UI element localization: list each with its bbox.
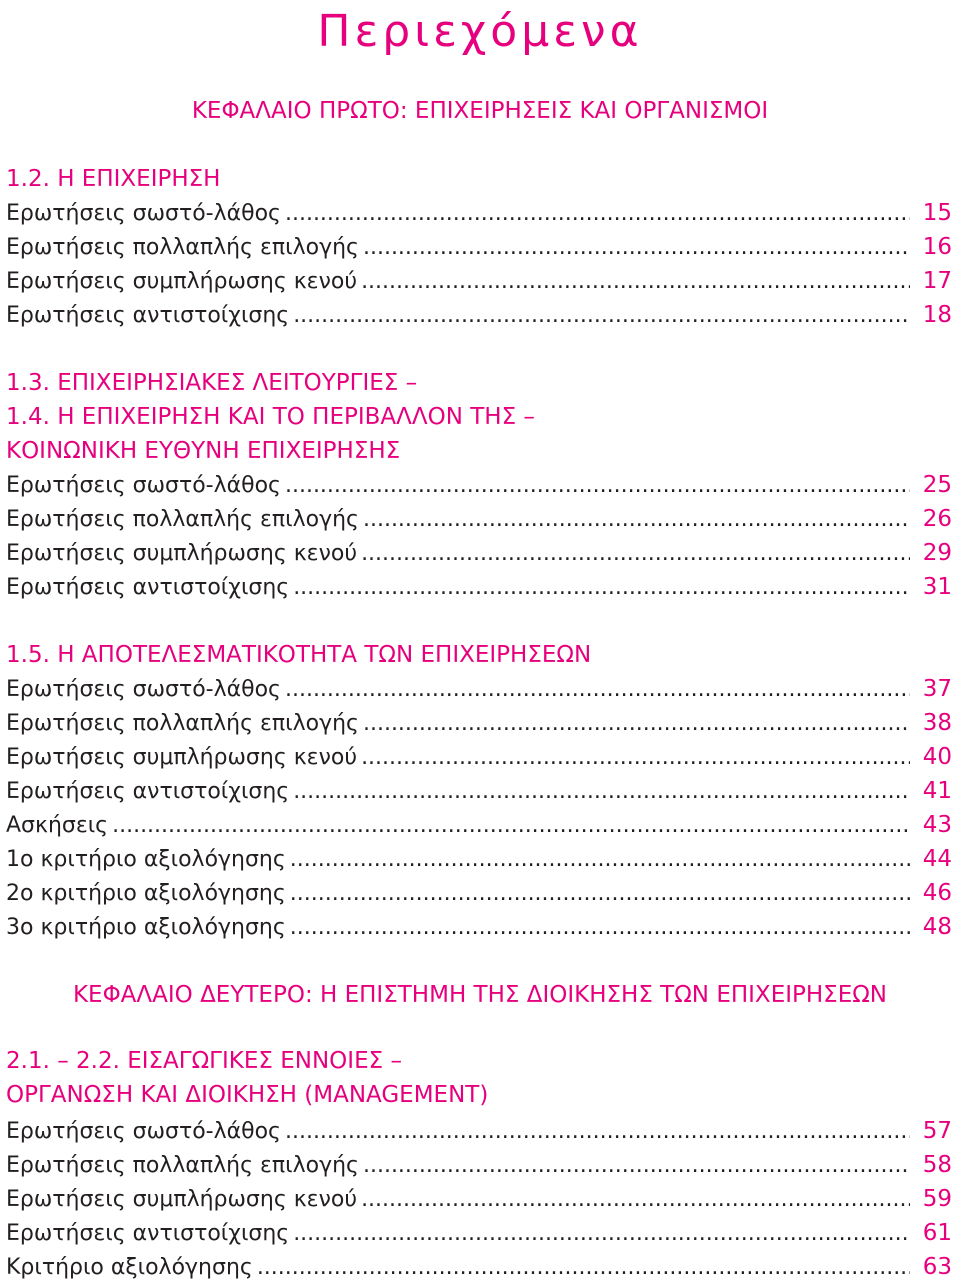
dot-leader bbox=[361, 267, 910, 297]
toc-entry-page: 58 bbox=[922, 1152, 952, 1178]
toc-entry-page: 41 bbox=[922, 778, 952, 804]
toc-entry-page: 48 bbox=[922, 914, 952, 940]
dot-leader bbox=[361, 539, 910, 569]
toc-entry-page: 59 bbox=[922, 1186, 952, 1212]
toc-entry[interactable] bbox=[6, 1218, 952, 1248]
dot-leader bbox=[285, 199, 910, 229]
toc-entry-page: 57 bbox=[922, 1118, 952, 1144]
section-heading: 2.1. – 2.2. ΕΙΣΑΓΩΓΙΚΕΣ ΕΝΝΟΙΕΣ – bbox=[6, 1048, 402, 1074]
toc-entry-page: 16 bbox=[922, 234, 952, 260]
toc-entry[interactable] bbox=[6, 1252, 952, 1282]
toc-entry-label: Κριτήριο αξιολόγησης bbox=[6, 1255, 253, 1280]
toc-entry-label: Ασκήσεις bbox=[6, 813, 109, 838]
toc-entry-page: 46 bbox=[922, 880, 952, 906]
toc-entry[interactable] bbox=[6, 1150, 952, 1180]
dot-leader bbox=[290, 913, 910, 943]
chapter-heading-1: ΚΕΦΑΛΑΙΟ ΠΡΩΤΟ: ΕΠΙΧΕΙΡΗΣΕΙΣ ΚΑΙ ΟΡΓΑΝΙΣΜΟΙ bbox=[191, 98, 769, 124]
section-heading: 1.4. Η ΕΠΙΧΕΙΡΗΣΗ ΚΑΙ ΤΟ ΠΕΡΙΒΑΛΛΟΝ ΤΗΣ – bbox=[6, 404, 535, 430]
section-heading: ΚΟΙΝΩΝΙΚΗ ΕΥΘΥΝΗ ΕΠΙΧΕΙΡΗΣΗΣ bbox=[6, 438, 401, 464]
toc-entry[interactable] bbox=[6, 572, 952, 602]
toc-entry-page: 63 bbox=[922, 1254, 952, 1280]
dot-leader bbox=[363, 1151, 910, 1181]
dot-leader bbox=[361, 1185, 910, 1215]
toc-entry-label: Ερωτήσεις πολλαπλής επιλογής bbox=[6, 711, 359, 736]
toc-entry-label: Ερωτήσεις συμπλήρωσης κενού bbox=[6, 1187, 358, 1212]
toc-entry[interactable] bbox=[6, 538, 952, 568]
toc-entry-label: Ερωτήσεις σωστό-λάθος bbox=[6, 1119, 281, 1144]
toc-entry-page: 44 bbox=[922, 846, 952, 872]
toc-entry-label: Ερωτήσεις συμπλήρωσης κενού bbox=[6, 269, 358, 294]
dot-leader bbox=[285, 471, 910, 501]
toc-entry-label: Ερωτήσεις σωστό-λάθος bbox=[6, 677, 281, 702]
dot-leader bbox=[361, 743, 910, 773]
dot-leader bbox=[293, 777, 910, 807]
toc-entry[interactable] bbox=[6, 232, 952, 262]
dot-leader bbox=[257, 1253, 910, 1283]
toc-entry[interactable] bbox=[6, 1184, 952, 1214]
toc-entry[interactable] bbox=[6, 1116, 952, 1146]
toc-entry-page: 38 bbox=[922, 710, 952, 736]
toc-entry-label: Ερωτήσεις συμπλήρωσης κενού bbox=[6, 745, 358, 770]
toc-entry-label: 1ο κριτήριο αξιολόγησης bbox=[6, 847, 286, 872]
toc-entry-page: 17 bbox=[922, 268, 952, 294]
toc-entry-page: 37 bbox=[922, 676, 952, 702]
toc-entry[interactable] bbox=[6, 844, 952, 874]
dot-leader bbox=[293, 301, 910, 331]
toc-entry[interactable] bbox=[6, 776, 952, 806]
toc-entry-label: Ερωτήσεις αντιστοίχισης bbox=[6, 303, 290, 328]
toc-entry-label: Ερωτήσεις αντιστοίχισης bbox=[6, 1221, 290, 1246]
toc-entry-page: 18 bbox=[922, 302, 952, 328]
section-heading: 1.3. ΕΠΙΧΕΙΡΗΣΙΑΚΕΣ ΛΕΙΤΟΥΡΓΙΕΣ – bbox=[6, 370, 418, 396]
toc-entry-page: 15 bbox=[922, 200, 952, 226]
toc-entry[interactable] bbox=[6, 470, 952, 500]
toc-entry[interactable] bbox=[6, 708, 952, 738]
toc-entry-label: 2ο κριτήριο αξιολόγησης bbox=[6, 881, 286, 906]
toc-entry[interactable] bbox=[6, 266, 952, 296]
toc-entry-label: Ερωτήσεις πολλαπλής επιλογής bbox=[6, 507, 359, 532]
toc-entry-page: 25 bbox=[922, 472, 952, 498]
toc-entry-page: 40 bbox=[922, 744, 952, 770]
toc-entry-label: Ερωτήσεις σωστό-λάθος bbox=[6, 201, 281, 226]
dot-leader bbox=[363, 709, 910, 739]
dot-leader bbox=[293, 573, 910, 603]
dot-leader bbox=[285, 675, 910, 705]
toc-entry-page: 43 bbox=[922, 812, 952, 838]
chapter-heading-2: ΚΕΦΑΛΑΙΟ ΔΕΥΤΕΡΟ: Η ΕΠΙΣΤΗΜΗ ΤΗΣ ΔΙΟΙΚΗΣΗΣ ΤΩΝ ΕΠΙΧΕΙΡΗΣΕΩΝ bbox=[72, 982, 888, 1008]
section-heading: 1.2. Η ΕΠΙΧΕΙΡΗΣΗ bbox=[6, 166, 221, 192]
toc-entry-label: 3ο κριτήριο αξιολόγησης bbox=[6, 915, 286, 940]
toc-entry-label: Ερωτήσεις αντιστοίχισης bbox=[6, 575, 290, 600]
toc-entry[interactable] bbox=[6, 674, 952, 704]
toc-entry[interactable] bbox=[6, 912, 952, 942]
toc-entry-label: Ερωτήσεις σωστό-λάθος bbox=[6, 473, 281, 498]
toc-entry[interactable] bbox=[6, 198, 952, 228]
dot-leader bbox=[112, 811, 910, 841]
dot-leader bbox=[290, 845, 910, 875]
toc-entry-label: Ερωτήσεις πολλαπλής επιλογής bbox=[6, 1153, 359, 1178]
page-title: Περιεχόμενα bbox=[317, 6, 643, 57]
toc-entry-page: 26 bbox=[922, 506, 952, 532]
toc-entry-page: 61 bbox=[922, 1220, 952, 1246]
toc-entry[interactable] bbox=[6, 878, 952, 908]
toc-entry[interactable] bbox=[6, 742, 952, 772]
dot-leader bbox=[363, 505, 910, 535]
dot-leader bbox=[363, 233, 910, 263]
section-heading: ΟΡΓΑΝΩΣΗ ΚΑΙ ΔΙΟΙΚΗΣΗ (MANAGEMENT) bbox=[6, 1082, 489, 1108]
toc-entry[interactable] bbox=[6, 810, 952, 840]
dot-leader bbox=[290, 879, 910, 909]
toc-entry-label: Ερωτήσεις πολλαπλής επιλογής bbox=[6, 235, 359, 260]
toc-entry[interactable] bbox=[6, 504, 952, 534]
dot-leader bbox=[285, 1117, 910, 1147]
dot-leader bbox=[293, 1219, 910, 1249]
toc-entry[interactable] bbox=[6, 300, 952, 330]
toc-entry-page: 31 bbox=[922, 574, 952, 600]
section-heading: 1.5. Η ΑΠΟΤΕΛΕΣΜΑΤΙΚΟΤΗΤΑ ΤΩΝ ΕΠΙΧΕΙΡΗΣΕΩΝ bbox=[6, 642, 592, 668]
toc-entry-page: 29 bbox=[922, 540, 952, 566]
toc-entry-label: Ερωτήσεις αντιστοίχισης bbox=[6, 779, 290, 804]
toc-entry-label: Ερωτήσεις συμπλήρωσης κενού bbox=[6, 541, 358, 566]
